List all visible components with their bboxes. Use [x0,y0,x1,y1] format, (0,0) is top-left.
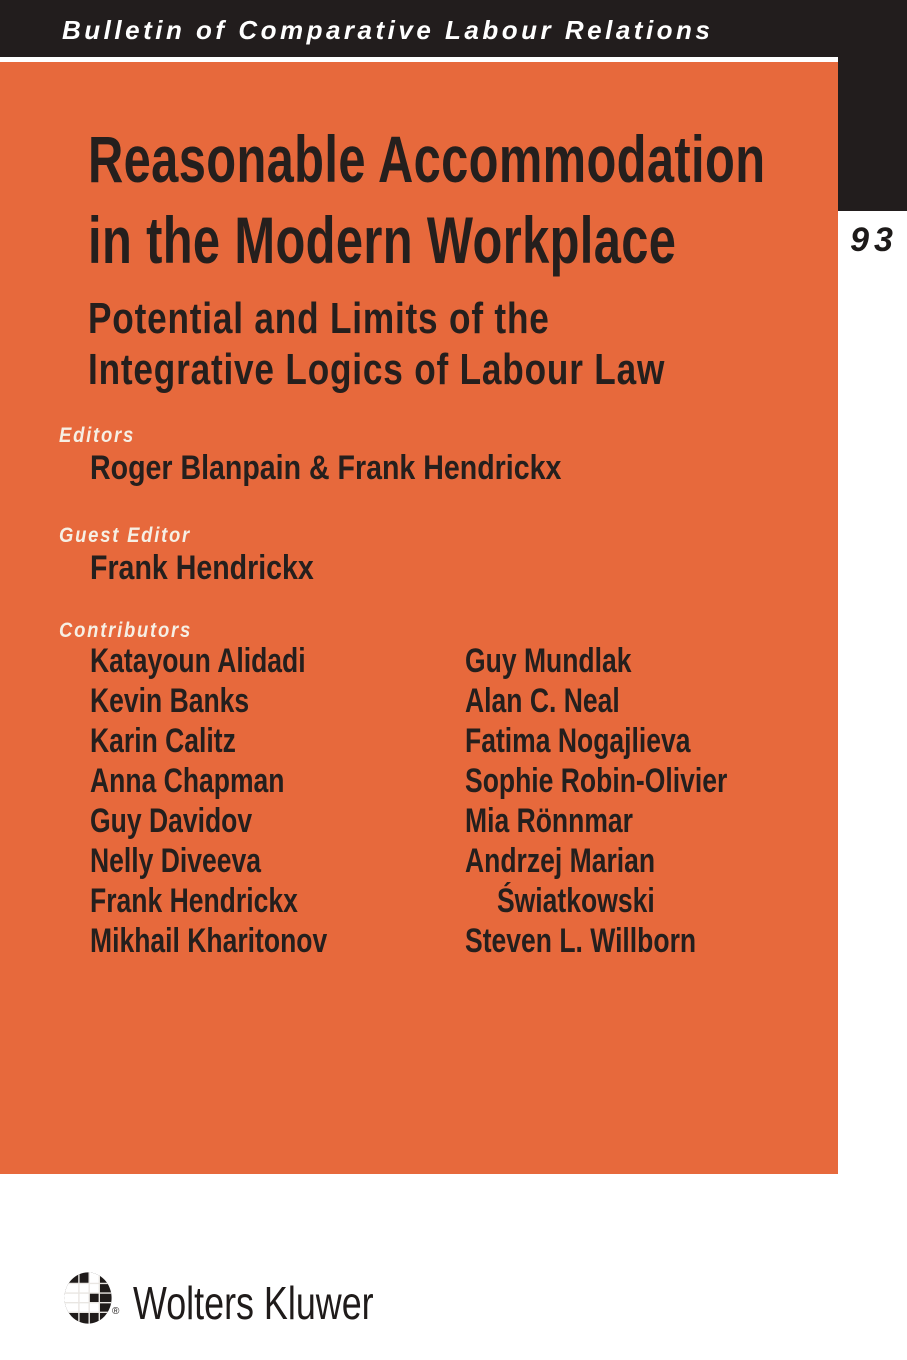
editors-label: Editors [59,424,135,447]
contributor-name: Kevin Banks [90,682,250,720]
contributor-name: Katayoun Alidadi [90,642,306,680]
contributor-name: Nelly Diveeva [90,842,262,880]
contributor-name: Sophie Robin-Olivier [465,762,728,800]
contributor-name: Fatima Nogajlieva [465,722,691,760]
masthead-bar [0,0,907,57]
guest-editor-name: Frank Hendrickx [90,549,314,587]
book-title [88,122,907,277]
issue-number: 93 [850,221,898,259]
contributors-label: Contributors [59,619,193,642]
contributor-name: Karin Calitz [90,722,236,760]
guest-editor-label: Guest Editor [59,524,192,547]
contributor-name: Guy Davidov [90,802,253,840]
editors-names: Roger Blanpain & Frank Hendrickx [90,449,562,487]
book-subtitle-line2: Integrative Logics of Labour Law [88,345,666,394]
publisher-wordmark: Wolters Kluwer [133,1277,374,1329]
contributors-column-left [90,641,394,961]
contributor-name: Alan C. Neal [465,682,620,720]
contributor-name: Anna Chapman [90,762,285,800]
contributor-name: Frank Hendrickx [90,882,298,920]
contributor-name: Guy Mundlak [465,642,632,680]
contributor-name: Mikhail Kharitonov [90,922,328,960]
contributor-name: Andrzej Marian [465,842,656,880]
book-title-line2: in the Modern Workplace [88,203,677,277]
wolters-kluwer-globe-icon [64,1272,112,1324]
contributor-name: Mia Rönnmar [465,802,633,840]
book-subtitle-line1: Potential and Limits of the [88,294,550,343]
registered-trademark-symbol: ® [112,1306,120,1317]
book-title-line1: Reasonable Accommodation [88,122,766,196]
contributor-name-wrapped: Światkowski [496,882,655,920]
contributor-name: Steven L. Willborn [465,922,697,960]
contributors-column-right [465,641,801,961]
series-title: Bulletin of Comparative Labour Relations [62,15,714,45]
book-subtitle [88,294,809,394]
